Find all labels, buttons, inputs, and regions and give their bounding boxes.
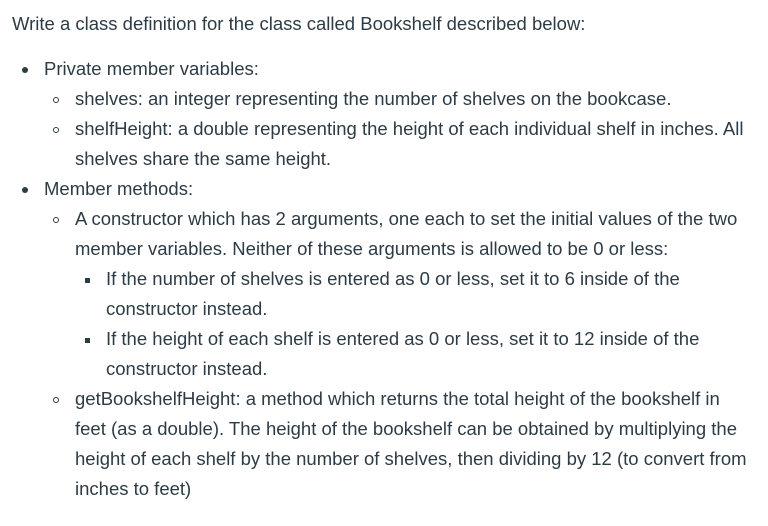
list-item-shelf-height [44,114,754,174]
circle-bullet-icon [44,84,64,114]
square-bullet-icon [75,264,95,294]
item-text: shelves: an integer representing the number of shelves on the bookcase. [75,88,672,109]
circle-bullet-icon [44,114,64,144]
list-item-shelves-rule [75,264,754,324]
member-methods-list [44,204,754,504]
circle-bullet-icon [44,204,64,234]
disc-bullet-icon [12,54,32,84]
requirements-list [12,54,754,504]
item-text: shelfHeight: a double representing the height of each individual shelf in inches. All shelves share the same height. [75,118,744,169]
section-label: Private member variables: [44,58,259,79]
private-variables-list [44,84,754,174]
list-item-height-rule [75,324,754,384]
list-item-private-variables [12,54,754,174]
item-text: If the height of each shelf is entered as 0 or less, set it to 12 inside of the constructor instead. [106,328,700,379]
item-text: A constructor which has 2 arguments, one each to set the initial values of the two member variables. Neither of these arguments is allowed to be 0 or less: [75,208,738,259]
square-bullet-icon [75,324,95,354]
list-item-member-methods [12,174,754,504]
intro-paragraph: Write a class definition for the class called Bookshelf described below: [12,13,586,34]
disc-bullet-icon [12,174,32,204]
item-text: getBookshelfHeight: a method which returns the total height of the bookshelf in feet (as a double). The height of the bookshelf can be obtained by multiplying the height of each shelf by the number of shelves, then dividing by 12 (to convert from inches to feet) [75,388,747,499]
item-text: If the number of shelves is entered as 0 or less, set it to 6 inside of the constructor instead. [106,268,680,319]
circle-bullet-icon [44,384,64,414]
constructor-rules-list [75,264,754,384]
section-label: Member methods: [44,178,194,199]
list-item-constructor [44,204,754,384]
list-item-get-bookshelf-height [44,384,754,504]
list-item-shelves [44,84,754,114]
